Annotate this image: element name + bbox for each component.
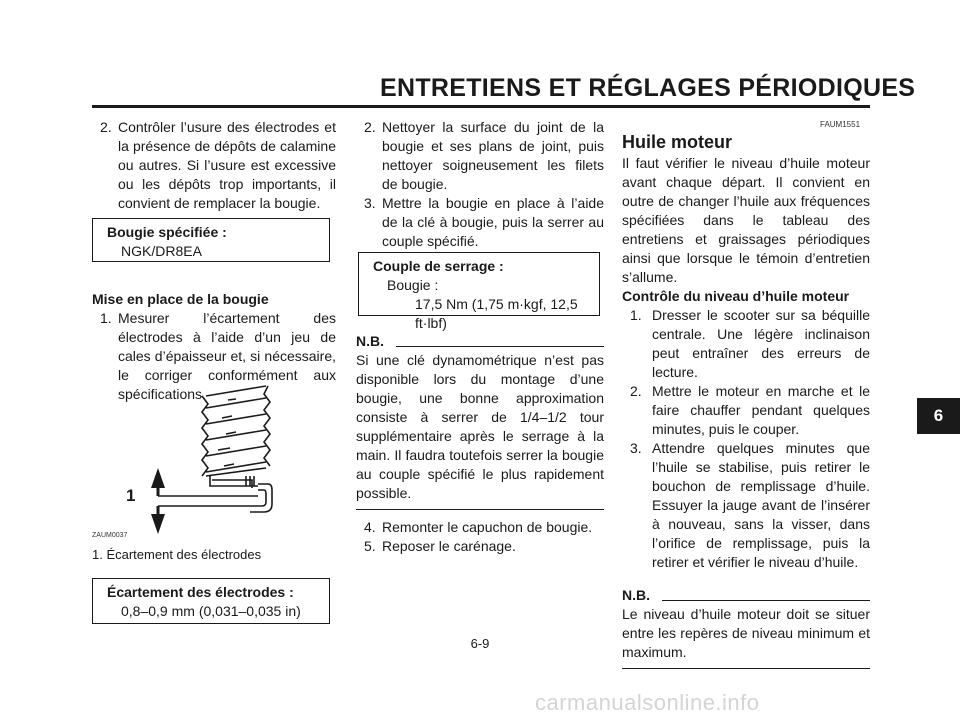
spec-heading: Couple de serrage : bbox=[373, 258, 504, 274]
item-text: Mesurer l’écartement des électrodes à l’aide d’un jeu de cales d’épaisseur et, si nécessaire, le corriger conformément aux spécifications. bbox=[118, 310, 336, 402]
list-item bbox=[622, 382, 870, 439]
note-text: Si une clé dynamométrique n’est pas disponible lors du montage d’une bougie, une bonne approximation consiste à serrer de 1/4–1/2 tour supplémentaire après le serrage à la main. Il faudra toutefois serrer la bougie au couple spécifié le plus rapidement possible. bbox=[356, 351, 604, 510]
note-label-text: N.B. bbox=[622, 587, 650, 603]
section-heading: Mise en place de la bougie bbox=[92, 291, 269, 307]
note-label-text: N.B. bbox=[356, 333, 384, 349]
list-item bbox=[356, 194, 604, 251]
item-number: 1. bbox=[630, 307, 642, 323]
spark-plug-figure bbox=[118, 380, 288, 540]
item-number: 2. bbox=[364, 119, 376, 135]
item-text: Reposer le carénage. bbox=[382, 538, 516, 554]
item-text: Nettoyer la surface du joint de la bougie et ses plans de joint, puis nettoyer soigneusement les filets de bougie. bbox=[382, 119, 604, 192]
item-number: 3. bbox=[364, 195, 376, 211]
list-item bbox=[356, 118, 604, 194]
item-number: 5. bbox=[364, 538, 376, 554]
list-item bbox=[356, 518, 604, 537]
header-rule bbox=[92, 105, 870, 108]
item-number: 1. bbox=[100, 310, 112, 326]
item-text: Contrôler l’usure des électrodes et la présence de dépôts de calamine ou autres. Si l’usure est excessive ou les dépôts trop importants, il convient de remplacer la bougie. bbox=[118, 119, 336, 211]
column-3 bbox=[622, 130, 870, 669]
list-item bbox=[622, 439, 870, 572]
spec-value: 17,5 Nm (1,75 m·kgf, 12,5 ft·lbf) bbox=[415, 296, 578, 331]
list-item bbox=[356, 537, 604, 556]
spec-heading: Écartement des électrodes : bbox=[107, 584, 294, 600]
page-number: 6-9 bbox=[470, 636, 490, 651]
figure-code: ZAUM0037 bbox=[92, 532, 128, 539]
spec-sub: Bougie : bbox=[387, 277, 439, 293]
note-label bbox=[356, 332, 604, 351]
item-number: 3. bbox=[630, 440, 642, 456]
page-title: ENTRETIENS ET RÉGLAGES PÉRIODIQUES bbox=[380, 74, 916, 102]
item-text: Mettre le moteur en marche et le faire chauffer pendant quelques minutes, puis le couper. bbox=[652, 383, 870, 437]
spec-heading: Bougie spécifiée : bbox=[107, 224, 227, 240]
item-text: Dresser le scooter sur sa béquille centrale. Une légère inclinaison peut entraîner des erreurs de lecture. bbox=[652, 307, 870, 380]
list-item bbox=[622, 306, 870, 382]
column-2-note bbox=[356, 332, 604, 556]
subheading: Contrôle du niveau d’huile moteur bbox=[622, 288, 850, 304]
figure-callout: 1 bbox=[126, 486, 136, 505]
list-item bbox=[92, 118, 336, 213]
item-number: 2. bbox=[100, 119, 112, 135]
note-text: Le niveau d’huile moteur doit se situer entre les repères de niveau minimum et maximum. bbox=[622, 605, 870, 669]
spec-value: 0,8–0,9 mm (0,031–0,035 in) bbox=[121, 603, 301, 619]
item-text: Attendre quelques minutes que l’huile se stabilise, puis retirer le bouchon de remplissage d’huile. Essuyer la jauge avant de l’insérer à nouveau, sans la visser, dans l’orifice de remplissage, puis la retirer et vérifier le niveau d’huile. bbox=[652, 440, 870, 570]
intro-text: Il faut vérifier le niveau d’huile moteur avant chaque départ. Il convient en outre de changer l’huile aux fréquences spécifiées dans le tableau des entretiens et graissages périodiques ainsi que lorsque le témoin d’entretien s’allume. bbox=[622, 155, 870, 285]
note-label bbox=[622, 586, 870, 605]
section-heading: Huile moteur bbox=[622, 132, 733, 152]
item-number: 4. bbox=[364, 519, 376, 535]
spec-box-torque bbox=[358, 252, 600, 331]
spec-box-plug bbox=[92, 218, 330, 262]
spec-value: NGK/DR8EA bbox=[121, 243, 202, 259]
spec-box-gap bbox=[92, 578, 330, 624]
column-1 bbox=[92, 118, 336, 213]
chapter-tab[interactable]: 6 bbox=[917, 398, 960, 434]
item-text: Mettre la bougie en place à l’aide de la clé à bougie, puis la serrer au couple spécifié. bbox=[382, 195, 604, 249]
section-code: FAUM1551 bbox=[820, 120, 861, 129]
item-text: Remonter le capuchon de bougie. bbox=[382, 519, 593, 535]
column-2 bbox=[356, 118, 604, 251]
item-number: 2. bbox=[630, 383, 642, 399]
figure-caption: 1. Écartement des électrodes bbox=[92, 547, 262, 562]
watermark: carmanualsonline.info bbox=[535, 690, 760, 715]
